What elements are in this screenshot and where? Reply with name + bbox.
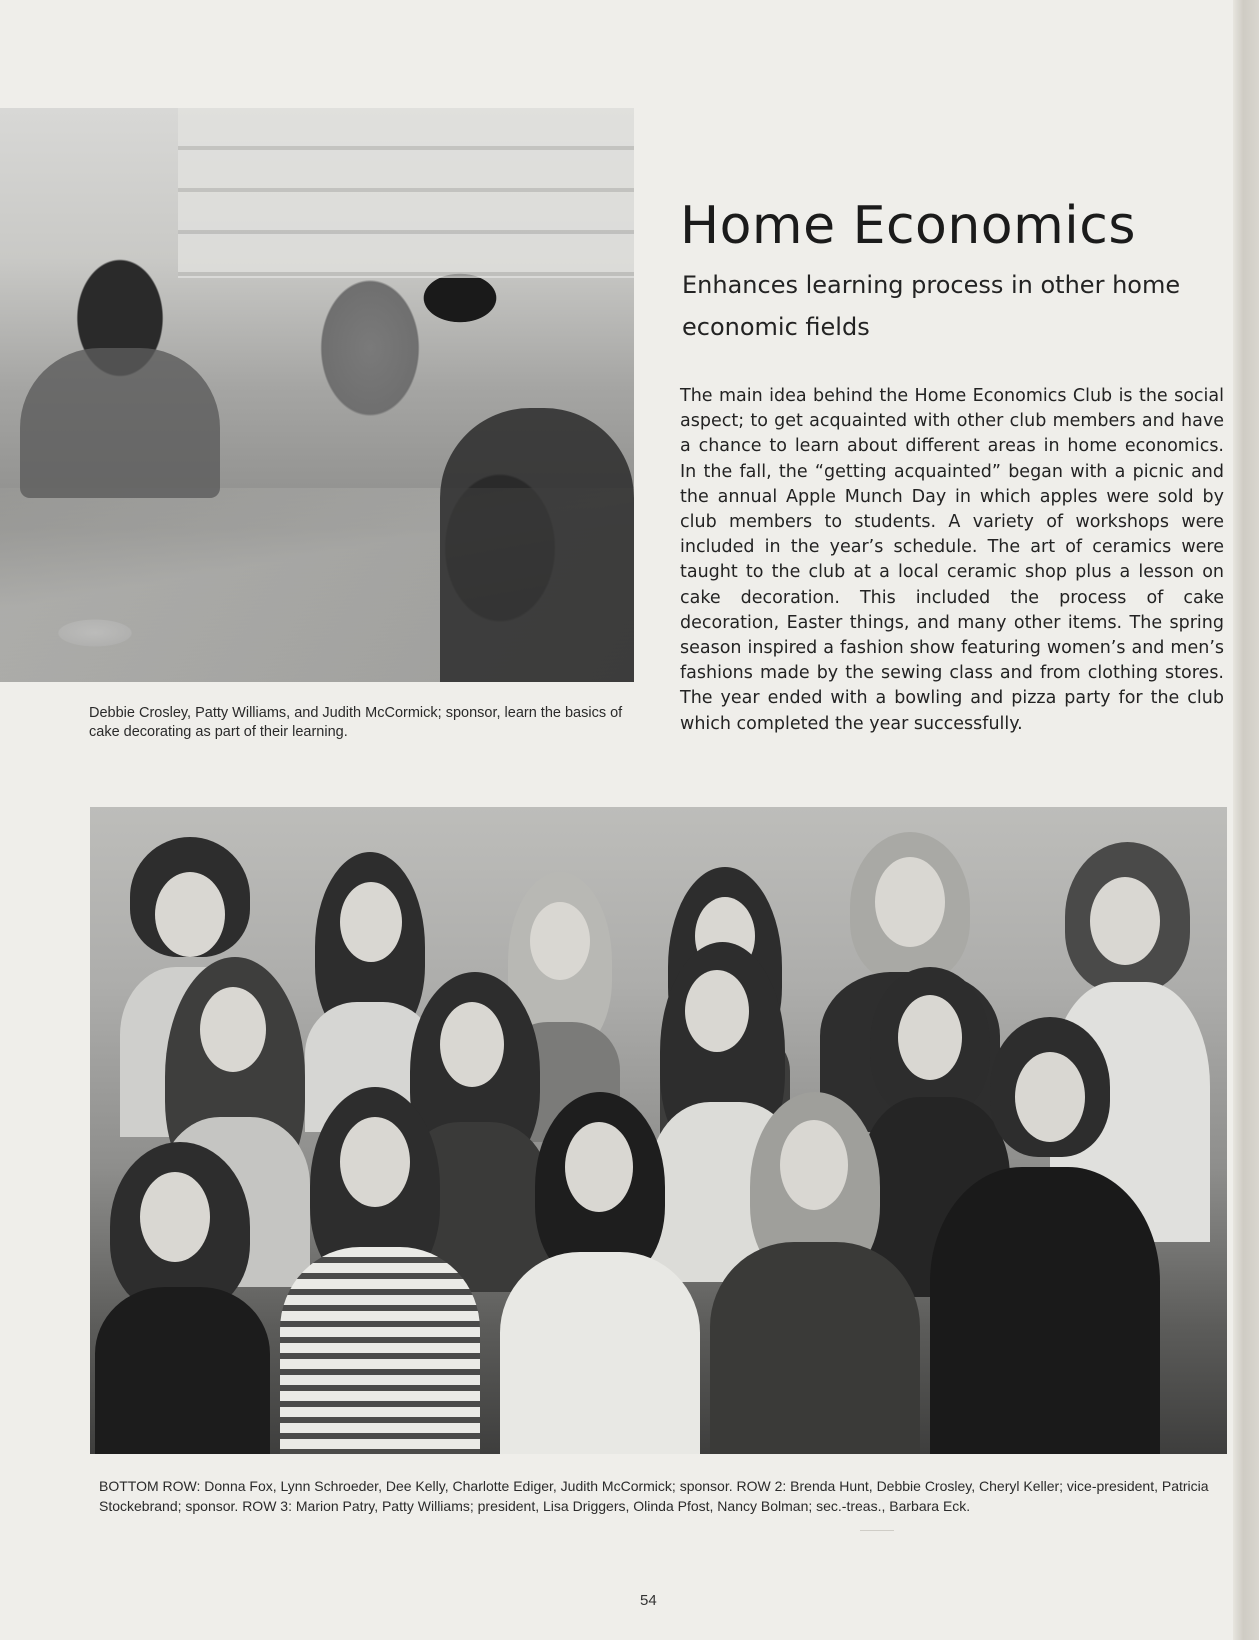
- page-edge: [1233, 0, 1259, 1640]
- cake-decorating-photo: [0, 108, 634, 682]
- group-photo-caption: BOTTOM ROW: Donna Fox, Lynn Schroeder, Dee Kelly, Charlotte Ediger, Judith McCormick; sponsor. ROW 2: Brenda Hunt, Debbie Crosley, Cheryl Keller; vice-president, Patricia Stockebrand; sponsor. ROW 3: Marion Patry, Patty Williams; president, Lisa Driggers, Olinda Pfost, Nancy Bolman; sec.-treas., Barbara Eck.: [99, 1478, 1209, 1514]
- faint-mark: [860, 1530, 894, 1531]
- photo-figure-left: [20, 348, 220, 498]
- photo-cabinets: [178, 108, 634, 278]
- page-subtitle: Enhances learning process in other home economic fields: [682, 271, 1181, 341]
- photo-figure-right: [440, 408, 634, 682]
- page-number: 54: [640, 1592, 657, 1609]
- group-member: [500, 1092, 700, 1454]
- article-body: The main idea behind the Home Economics Club is the social aspect; to get acquainted with other club members and have a chance to learn about different areas in home economics. In the fall, the “getting acquainted” began with a picnic and the annual Apple Munch Day in which apples were sold by club members to students. A variety of workshops were included in the year’s schedule. The art of ceramics were taught to the club at a local ceramic shop plus a lesson on cake decoration. This included the process of cake decoration, Easter things, and many other items. The spring season inspired a fashion show featuring women’s and men’s fashions made by the sewing class and from clothing stores. The year ended with a bowling and pizza party for the club which completed the year successfully.: [680, 386, 1224, 734]
- group-member: [280, 1087, 480, 1454]
- top-photo-caption: Debbie Crosley, Patty Williams, and Judith McCormick; sponsor, learn the basics of cake decorating as part of their learning.: [89, 705, 623, 740]
- club-group-photo: [90, 807, 1227, 1454]
- group-member: [710, 1092, 920, 1454]
- page-title: Home Economics: [680, 196, 1136, 256]
- group-member: [930, 1017, 1160, 1454]
- group-member: [95, 1142, 270, 1454]
